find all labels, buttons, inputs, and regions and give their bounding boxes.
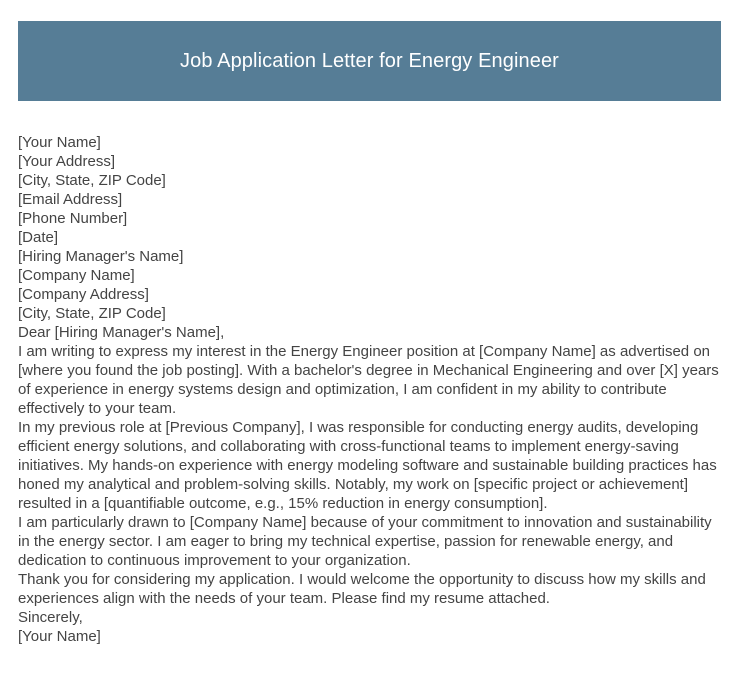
- sender-address-line: [Your Address]: [18, 153, 116, 170]
- recipient-address-block: [18, 247, 724, 323]
- page-title: Job Application Letter for Energy Engineer: [180, 50, 559, 72]
- body-paragraph-3: I am particularly drawn to [Company Name] because of your commitment to innovation and sustainability in the energy sector. I am eager to bring my technical expertise, passion for renewable energy, and dedication to continuous improvement to your organization.: [18, 514, 712, 569]
- date-line: [Date]: [18, 229, 59, 246]
- recipient-manager-name-line: [Hiring Manager's Name]: [18, 248, 184, 265]
- letter-content: [18, 133, 724, 646]
- recipient-company-address-line: [Company Address]: [18, 286, 149, 303]
- body-paragraph-4: Thank you for considering my application. I would welcome the opportunity to discuss how my skills and experiences align with the needs of your team. Please find my resume attached.: [18, 571, 706, 607]
- recipient-city-state-zip-line: [City, State, ZIP Code]: [18, 305, 166, 322]
- body-paragraph-1: I am writing to express my interest in the Energy Engineer position at [Company Name] as advertised on [where you found the job posting]. With a bachelor's degree in Mechanical Engineering and over [X] years of experience in energy systems design and optimization, I am confident in my ability to contribute effectively to your team.: [18, 343, 719, 417]
- sender-city-state-zip-line: [City, State, ZIP Code]: [18, 172, 166, 189]
- body-paragraph-2: In my previous role at [Previous Company], I was responsible for conducting energy audits, developing efficient energy solutions, and collaborating with cross-functional teams to implement energy-saving initiatives. My hands-on experience with energy modeling software and sustainable building practices has honed my analytical and problem-solving skills. Notably, my work on [specific project or achievement] resulted in a [quantifiable outcome, e.g., 15% reduction in energy consumption].: [18, 419, 717, 512]
- salutation-line: Dear [Hiring Manager's Name],: [18, 324, 225, 341]
- sender-name-line: [Your Name]: [18, 134, 101, 151]
- document-title-banner: [18, 21, 721, 101]
- signature-line: [Your Name]: [18, 628, 101, 645]
- sender-phone-line: [Phone Number]: [18, 210, 128, 227]
- sender-address-block: [18, 133, 724, 228]
- recipient-company-name-line: [Company Name]: [18, 267, 135, 284]
- closing-line: Sincerely,: [18, 609, 83, 626]
- sender-email-line: [Email Address]: [18, 191, 123, 208]
